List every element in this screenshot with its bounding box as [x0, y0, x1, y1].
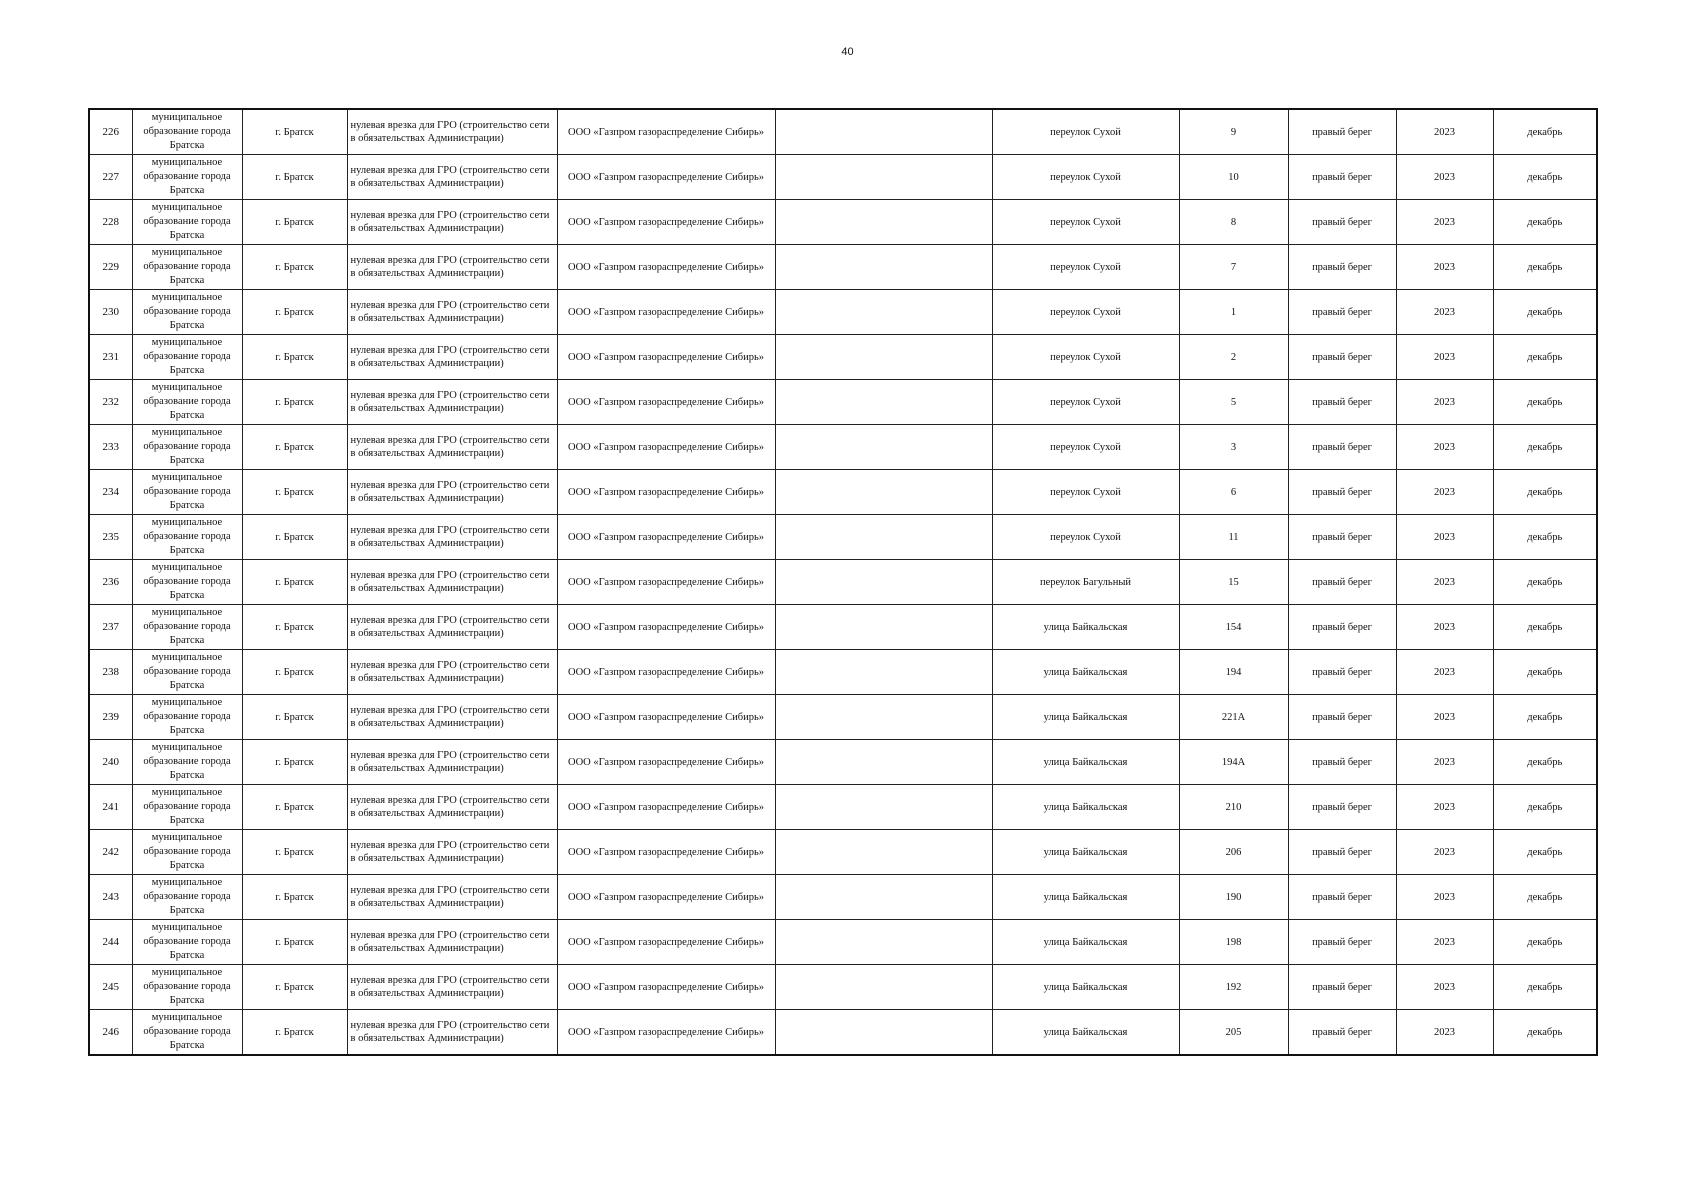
empty-cell — [775, 515, 992, 560]
city-cell: г. Братск — [242, 1010, 347, 1056]
table-row — [89, 785, 1597, 830]
organization-cell: ООО «Газпром газораспределение Сибирь» — [557, 515, 775, 560]
river-bank-cell: правый берег — [1288, 695, 1396, 740]
street-cell: улица Байкальская — [992, 875, 1179, 920]
year-cell: 2023 — [1396, 109, 1493, 155]
work-description-cell: нулевая врезка для ГРО (строительство сети в обязательствах Администрации) — [347, 515, 557, 560]
city-cell: г. Братск — [242, 830, 347, 875]
city-cell: г. Братск — [242, 290, 347, 335]
work-description-cell: нулевая врезка для ГРО (строительство сети в обязательствах Администрации) — [347, 650, 557, 695]
street-cell: переулок Сухой — [992, 425, 1179, 470]
street-cell: улица Байкальская — [992, 740, 1179, 785]
year-cell: 2023 — [1396, 515, 1493, 560]
month-cell: декабрь — [1493, 380, 1597, 425]
row-number-cell: 236 — [89, 560, 132, 605]
river-bank-cell: правый берег — [1288, 740, 1396, 785]
month-cell: декабрь — [1493, 290, 1597, 335]
house-number-cell: 192 — [1179, 965, 1288, 1010]
organization-cell: ООО «Газпром газораспределение Сибирь» — [557, 470, 775, 515]
empty-cell — [775, 1010, 992, 1056]
table-row — [89, 965, 1597, 1010]
work-description-cell: нулевая врезка для ГРО (строительство сети в обязательствах Администрации) — [347, 290, 557, 335]
work-description-cell: нулевая врезка для ГРО (строительство сети в обязательствах Администрации) — [347, 1010, 557, 1056]
month-cell: декабрь — [1493, 695, 1597, 740]
table-row — [89, 335, 1597, 380]
year-cell: 2023 — [1396, 875, 1493, 920]
month-cell: декабрь — [1493, 470, 1597, 515]
municipality-cell: муниципальное образование города Братска — [132, 1010, 242, 1056]
municipality-cell: муниципальное образование города Братска — [132, 425, 242, 470]
river-bank-cell: правый берег — [1288, 965, 1396, 1010]
year-cell: 2023 — [1396, 965, 1493, 1010]
organization-cell: ООО «Газпром газораспределение Сибирь» — [557, 875, 775, 920]
empty-cell — [775, 470, 992, 515]
river-bank-cell: правый берег — [1288, 605, 1396, 650]
city-cell: г. Братск — [242, 695, 347, 740]
street-cell: улица Байкальская — [992, 650, 1179, 695]
empty-cell — [775, 380, 992, 425]
street-cell: переулок Сухой — [992, 380, 1179, 425]
municipality-cell: муниципальное образование города Братска — [132, 470, 242, 515]
table-row — [89, 560, 1597, 605]
river-bank-cell: правый берег — [1288, 245, 1396, 290]
river-bank-cell: правый берег — [1288, 785, 1396, 830]
organization-cell: ООО «Газпром газораспределение Сибирь» — [557, 785, 775, 830]
month-cell: декабрь — [1493, 560, 1597, 605]
municipality-cell: муниципальное образование города Братска — [132, 695, 242, 740]
river-bank-cell: правый берег — [1288, 290, 1396, 335]
river-bank-cell: правый берег — [1288, 560, 1396, 605]
house-number-cell: 11 — [1179, 515, 1288, 560]
city-cell: г. Братск — [242, 785, 347, 830]
municipality-cell: муниципальное образование города Братска — [132, 109, 242, 155]
house-number-cell: 3 — [1179, 425, 1288, 470]
city-cell: г. Братск — [242, 875, 347, 920]
river-bank-cell: правый берег — [1288, 470, 1396, 515]
city-cell: г. Братск — [242, 515, 347, 560]
row-number-cell: 243 — [89, 875, 132, 920]
empty-cell — [775, 740, 992, 785]
municipality-cell: муниципальное образование города Братска — [132, 830, 242, 875]
work-description-cell: нулевая врезка для ГРО (строительство сети в обязательствах Администрации) — [347, 200, 557, 245]
municipality-cell: муниципальное образование города Братска — [132, 155, 242, 200]
street-cell: улица Байкальская — [992, 605, 1179, 650]
month-cell: декабрь — [1493, 515, 1597, 560]
city-cell: г. Братск — [242, 109, 347, 155]
house-number-cell: 210 — [1179, 785, 1288, 830]
house-number-cell: 221А — [1179, 695, 1288, 740]
empty-cell — [775, 155, 992, 200]
year-cell: 2023 — [1396, 830, 1493, 875]
table-row — [89, 245, 1597, 290]
register-table — [88, 108, 1598, 1056]
row-number-cell: 228 — [89, 200, 132, 245]
street-cell: переулок Сухой — [992, 245, 1179, 290]
table-row — [89, 200, 1597, 245]
municipality-cell: муниципальное образование города Братска — [132, 245, 242, 290]
municipality-cell: муниципальное образование города Братска — [132, 920, 242, 965]
work-description-cell: нулевая врезка для ГРО (строительство сети в обязательствах Администрации) — [347, 695, 557, 740]
house-number-cell: 194 — [1179, 650, 1288, 695]
table-row — [89, 515, 1597, 560]
work-description-cell: нулевая врезка для ГРО (строительство сети в обязательствах Администрации) — [347, 830, 557, 875]
house-number-cell: 206 — [1179, 830, 1288, 875]
river-bank-cell: правый берег — [1288, 155, 1396, 200]
street-cell: улица Байкальская — [992, 965, 1179, 1010]
empty-cell — [775, 650, 992, 695]
organization-cell: ООО «Газпром газораспределение Сибирь» — [557, 740, 775, 785]
city-cell: г. Братск — [242, 965, 347, 1010]
street-cell: улица Байкальская — [992, 785, 1179, 830]
table-row — [89, 830, 1597, 875]
page-number: 40 — [841, 46, 854, 58]
year-cell: 2023 — [1396, 785, 1493, 830]
house-number-cell: 190 — [1179, 875, 1288, 920]
empty-cell — [775, 830, 992, 875]
street-cell: переулок Сухой — [992, 470, 1179, 515]
river-bank-cell: правый берег — [1288, 920, 1396, 965]
month-cell: декабрь — [1493, 650, 1597, 695]
house-number-cell: 2 — [1179, 335, 1288, 380]
house-number-cell: 154 — [1179, 605, 1288, 650]
table-row — [89, 155, 1597, 200]
year-cell: 2023 — [1396, 425, 1493, 470]
house-number-cell: 7 — [1179, 245, 1288, 290]
year-cell: 2023 — [1396, 1010, 1493, 1056]
organization-cell: ООО «Газпром газораспределение Сибирь» — [557, 109, 775, 155]
year-cell: 2023 — [1396, 695, 1493, 740]
table-row — [89, 425, 1597, 470]
street-cell: улица Байкальская — [992, 1010, 1179, 1056]
street-cell: переулок Сухой — [992, 515, 1179, 560]
organization-cell: ООО «Газпром газораспределение Сибирь» — [557, 1010, 775, 1056]
street-cell: переулок Сухой — [992, 290, 1179, 335]
municipality-cell: муниципальное образование города Братска — [132, 965, 242, 1010]
municipality-cell: муниципальное образование города Братска — [132, 740, 242, 785]
organization-cell: ООО «Газпром газораспределение Сибирь» — [557, 290, 775, 335]
row-number-cell: 238 — [89, 650, 132, 695]
work-description-cell: нулевая врезка для ГРО (строительство сети в обязательствах Администрации) — [347, 785, 557, 830]
city-cell: г. Братск — [242, 155, 347, 200]
street-cell: улица Байкальская — [992, 830, 1179, 875]
street-cell: переулок Сухой — [992, 109, 1179, 155]
month-cell: декабрь — [1493, 740, 1597, 785]
empty-cell — [775, 875, 992, 920]
year-cell: 2023 — [1396, 920, 1493, 965]
organization-cell: ООО «Газпром газораспределение Сибирь» — [557, 695, 775, 740]
table-row — [89, 1010, 1597, 1056]
river-bank-cell: правый берег — [1288, 1010, 1396, 1056]
row-number-cell: 227 — [89, 155, 132, 200]
year-cell: 2023 — [1396, 245, 1493, 290]
year-cell: 2023 — [1396, 380, 1493, 425]
work-description-cell: нулевая врезка для ГРО (строительство сети в обязательствах Администрации) — [347, 605, 557, 650]
municipality-cell: муниципальное образование города Братска — [132, 335, 242, 380]
table-body — [89, 109, 1597, 1055]
table-row — [89, 920, 1597, 965]
month-cell: декабрь — [1493, 1010, 1597, 1056]
municipality-cell: муниципальное образование города Братска — [132, 605, 242, 650]
organization-cell: ООО «Газпром газораспределение Сибирь» — [557, 650, 775, 695]
organization-cell: ООО «Газпром газораспределение Сибирь» — [557, 425, 775, 470]
row-number-cell: 232 — [89, 380, 132, 425]
street-cell: переулок Багульный — [992, 560, 1179, 605]
table-row — [89, 740, 1597, 785]
row-number-cell: 240 — [89, 740, 132, 785]
organization-cell: ООО «Газпром газораспределение Сибирь» — [557, 965, 775, 1010]
house-number-cell: 198 — [1179, 920, 1288, 965]
month-cell: декабрь — [1493, 425, 1597, 470]
row-number-cell: 242 — [89, 830, 132, 875]
month-cell: декабрь — [1493, 155, 1597, 200]
empty-cell — [775, 245, 992, 290]
work-description-cell: нулевая врезка для ГРО (строительство сети в обязательствах Администрации) — [347, 335, 557, 380]
work-description-cell: нулевая врезка для ГРО (строительство сети в обязательствах Администрации) — [347, 470, 557, 515]
city-cell: г. Братск — [242, 245, 347, 290]
row-number-cell: 234 — [89, 470, 132, 515]
month-cell: декабрь — [1493, 335, 1597, 380]
city-cell: г. Братск — [242, 470, 347, 515]
empty-cell — [775, 335, 992, 380]
empty-cell — [775, 290, 992, 335]
river-bank-cell: правый берег — [1288, 200, 1396, 245]
river-bank-cell: правый берег — [1288, 830, 1396, 875]
organization-cell: ООО «Газпром газораспределение Сибирь» — [557, 245, 775, 290]
month-cell: декабрь — [1493, 875, 1597, 920]
year-cell: 2023 — [1396, 335, 1493, 380]
row-number-cell: 246 — [89, 1010, 132, 1056]
month-cell: декабрь — [1493, 830, 1597, 875]
city-cell: г. Братск — [242, 920, 347, 965]
empty-cell — [775, 200, 992, 245]
empty-cell — [775, 965, 992, 1010]
year-cell: 2023 — [1396, 290, 1493, 335]
row-number-cell: 244 — [89, 920, 132, 965]
house-number-cell: 8 — [1179, 200, 1288, 245]
work-description-cell: нулевая врезка для ГРО (строительство сети в обязательствах Администрации) — [347, 560, 557, 605]
house-number-cell: 10 — [1179, 155, 1288, 200]
organization-cell: ООО «Газпром газораспределение Сибирь» — [557, 920, 775, 965]
municipality-cell: муниципальное образование города Братска — [132, 290, 242, 335]
house-number-cell: 194А — [1179, 740, 1288, 785]
month-cell: декабрь — [1493, 605, 1597, 650]
table-row — [89, 380, 1597, 425]
municipality-cell: муниципальное образование города Братска — [132, 515, 242, 560]
river-bank-cell: правый берег — [1288, 380, 1396, 425]
city-cell: г. Братск — [242, 560, 347, 605]
river-bank-cell: правый берег — [1288, 335, 1396, 380]
empty-cell — [775, 605, 992, 650]
organization-cell: ООО «Газпром газораспределение Сибирь» — [557, 335, 775, 380]
house-number-cell: 1 — [1179, 290, 1288, 335]
year-cell: 2023 — [1396, 200, 1493, 245]
work-description-cell: нулевая врезка для ГРО (строительство сети в обязательствах Администрации) — [347, 965, 557, 1010]
year-cell: 2023 — [1396, 560, 1493, 605]
city-cell: г. Братск — [242, 425, 347, 470]
row-number-cell: 233 — [89, 425, 132, 470]
year-cell: 2023 — [1396, 650, 1493, 695]
work-description-cell: нулевая врезка для ГРО (строительство сети в обязательствах Администрации) — [347, 380, 557, 425]
city-cell: г. Братск — [242, 650, 347, 695]
work-description-cell: нулевая врезка для ГРО (строительство сети в обязательствах Администрации) — [347, 155, 557, 200]
table-row — [89, 695, 1597, 740]
month-cell: декабрь — [1493, 785, 1597, 830]
table-row — [89, 875, 1597, 920]
street-cell: улица Байкальская — [992, 695, 1179, 740]
work-description-cell: нулевая врезка для ГРО (строительство сети в обязательствах Администрации) — [347, 920, 557, 965]
river-bank-cell: правый берег — [1288, 875, 1396, 920]
year-cell: 2023 — [1396, 740, 1493, 785]
year-cell: 2023 — [1396, 155, 1493, 200]
month-cell: декабрь — [1493, 109, 1597, 155]
municipality-cell: муниципальное образование города Братска — [132, 560, 242, 605]
row-number-cell: 229 — [89, 245, 132, 290]
organization-cell: ООО «Газпром газораспределение Сибирь» — [557, 560, 775, 605]
work-description-cell: нулевая врезка для ГРО (строительство сети в обязательствах Администрации) — [347, 875, 557, 920]
city-cell: г. Братск — [242, 605, 347, 650]
street-cell: переулок Сухой — [992, 335, 1179, 380]
organization-cell: ООО «Газпром газораспределение Сибирь» — [557, 380, 775, 425]
empty-cell — [775, 695, 992, 740]
table-row — [89, 109, 1597, 155]
house-number-cell: 15 — [1179, 560, 1288, 605]
river-bank-cell: правый берег — [1288, 425, 1396, 470]
row-number-cell: 245 — [89, 965, 132, 1010]
street-cell: переулок Сухой — [992, 155, 1179, 200]
organization-cell: ООО «Газпром газораспределение Сибирь» — [557, 200, 775, 245]
month-cell: декабрь — [1493, 920, 1597, 965]
empty-cell — [775, 425, 992, 470]
empty-cell — [775, 785, 992, 830]
table-row — [89, 650, 1597, 695]
row-number-cell: 241 — [89, 785, 132, 830]
house-number-cell: 9 — [1179, 109, 1288, 155]
table-row — [89, 470, 1597, 515]
organization-cell: ООО «Газпром газораспределение Сибирь» — [557, 155, 775, 200]
month-cell: декабрь — [1493, 965, 1597, 1010]
row-number-cell: 230 — [89, 290, 132, 335]
row-number-cell: 237 — [89, 605, 132, 650]
river-bank-cell: правый берег — [1288, 109, 1396, 155]
row-number-cell: 231 — [89, 335, 132, 380]
street-cell: переулок Сухой — [992, 200, 1179, 245]
table-row — [89, 290, 1597, 335]
empty-cell — [775, 560, 992, 605]
municipality-cell: муниципальное образование города Братска — [132, 650, 242, 695]
street-cell: улица Байкальская — [992, 920, 1179, 965]
table-row — [89, 605, 1597, 650]
municipality-cell: муниципальное образование города Братска — [132, 200, 242, 245]
municipality-cell: муниципальное образование города Братска — [132, 875, 242, 920]
city-cell: г. Братск — [242, 740, 347, 785]
work-description-cell: нулевая врезка для ГРО (строительство сети в обязательствах Администрации) — [347, 740, 557, 785]
river-bank-cell: правый берег — [1288, 650, 1396, 695]
city-cell: г. Братск — [242, 380, 347, 425]
work-description-cell: нулевая врезка для ГРО (строительство сети в обязательствах Администрации) — [347, 245, 557, 290]
city-cell: г. Братск — [242, 335, 347, 380]
work-description-cell: нулевая врезка для ГРО (строительство сети в обязательствах Администрации) — [347, 425, 557, 470]
house-number-cell: 205 — [1179, 1010, 1288, 1056]
empty-cell — [775, 109, 992, 155]
organization-cell: ООО «Газпром газораспределение Сибирь» — [557, 830, 775, 875]
empty-cell — [775, 920, 992, 965]
month-cell: декабрь — [1493, 245, 1597, 290]
year-cell: 2023 — [1396, 470, 1493, 515]
municipality-cell: муниципальное образование города Братска — [132, 380, 242, 425]
organization-cell: ООО «Газпром газораспределение Сибирь» — [557, 605, 775, 650]
year-cell: 2023 — [1396, 605, 1493, 650]
work-description-cell: нулевая врезка для ГРО (строительство сети в обязательствах Администрации) — [347, 109, 557, 155]
row-number-cell: 239 — [89, 695, 132, 740]
row-number-cell: 226 — [89, 109, 132, 155]
house-number-cell: 5 — [1179, 380, 1288, 425]
municipality-cell: муниципальное образование города Братска — [132, 785, 242, 830]
river-bank-cell: правый берег — [1288, 515, 1396, 560]
house-number-cell: 6 — [1179, 470, 1288, 515]
month-cell: декабрь — [1493, 200, 1597, 245]
city-cell: г. Братск — [242, 200, 347, 245]
row-number-cell: 235 — [89, 515, 132, 560]
